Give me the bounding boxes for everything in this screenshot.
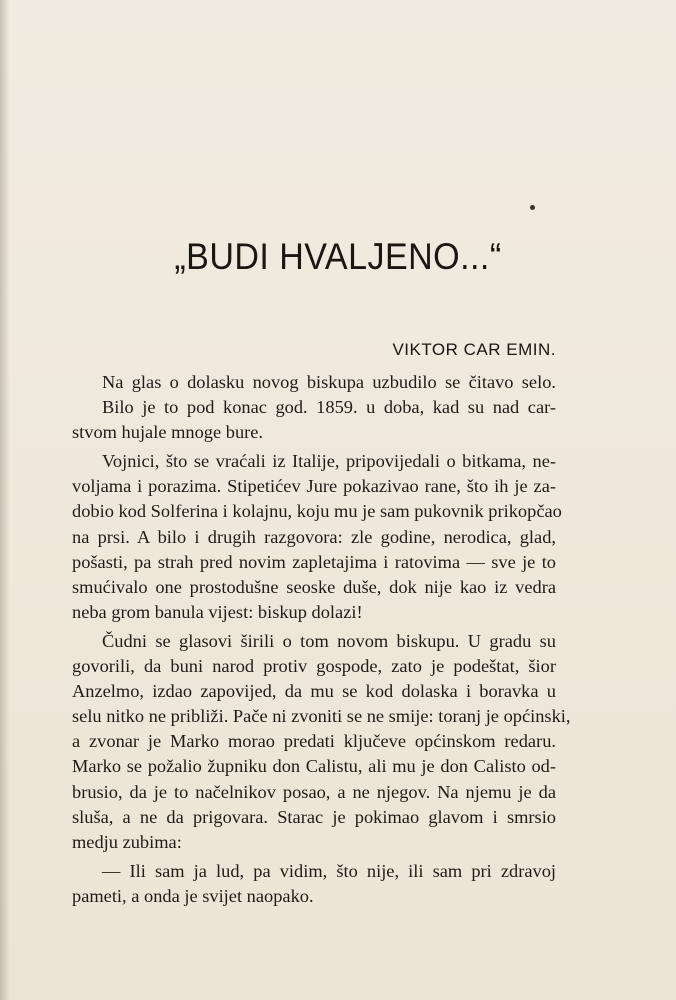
page-gutter-shadow [0, 0, 10, 1000]
text-line: medju zubima: [72, 831, 182, 852]
text-line: Na glas o dolasku novog biskupa uzbudilo se čitavo selo. [102, 372, 556, 392]
paragraph [72, 449, 562, 625]
story-title: „BUDI HVALJENO...“ [174, 236, 502, 277]
text-line: stvom hujale mnoge bure. [72, 422, 264, 443]
text-line: dobio kod Solferina i kolajnu, koju mu je sam pukovnik prikopčao [72, 501, 562, 522]
text-line: Čudni se glasovi širili o tom novom biskupu. U gradu su [102, 630, 556, 651]
text-line: pameti, a onda je svijet naopako. [72, 885, 314, 906]
text-line: brusio, da je to načelnikov posao, a ne njegov. Na njemu je da [72, 781, 556, 802]
text-line: Marko se požalio župniku don Calistu, ali mu je don Calisto od- [72, 756, 556, 777]
paragraph [72, 629, 571, 855]
text-line: voljama i porazima. Stipetićev Jure pokazivao rane, što ih je za- [72, 476, 556, 497]
paragraph [72, 370, 556, 445]
ink-spot [530, 205, 535, 210]
text-line: Anzelmo, izdao zapovijed, da mu se kod dolaska i boravka u [72, 681, 556, 702]
text-line: sluša, a ne da prigovara. Starac je pokimao glavom i smrsio [72, 806, 556, 827]
text-line: selu nitko ne približi. Pače ni zvoniti se ne smije: toranj je općinski, [72, 706, 571, 727]
text-line: neba grom banula vijest: biskup dolazi! [72, 601, 363, 622]
text-line: Bilo je to pod konac god. 1859. u doba, kad su nad car- [102, 397, 556, 418]
author-name: VIKTOR CAR EMIN. [392, 340, 556, 359]
text-line: a zvonar je Marko morao predati ključeve općinskom redaru. [72, 731, 556, 752]
text-line: smućivalo one prostodušne seoske duše, dok nije kao iz vedra [72, 576, 556, 597]
text-line: Vojnici, što se vraćali iz Italije, pripovijedali o bitkama, ne- [102, 451, 556, 472]
text-line: na prsi. A bilo i drugih razgovora: zle godine, nerodica, glad, [72, 526, 556, 547]
paragraph [72, 859, 556, 909]
text-line: — Ili sam ja lud, pa vidim, što nije, ili sam pri zdravoj [102, 860, 556, 881]
story-body [72, 370, 571, 909]
text-line: govorili, da buni narod protiv gospode, zato je podeštat, šior [72, 656, 556, 677]
text-line: pošasti, pa strah pred novim zapletajima i ratovima — sve je to [72, 551, 556, 572]
